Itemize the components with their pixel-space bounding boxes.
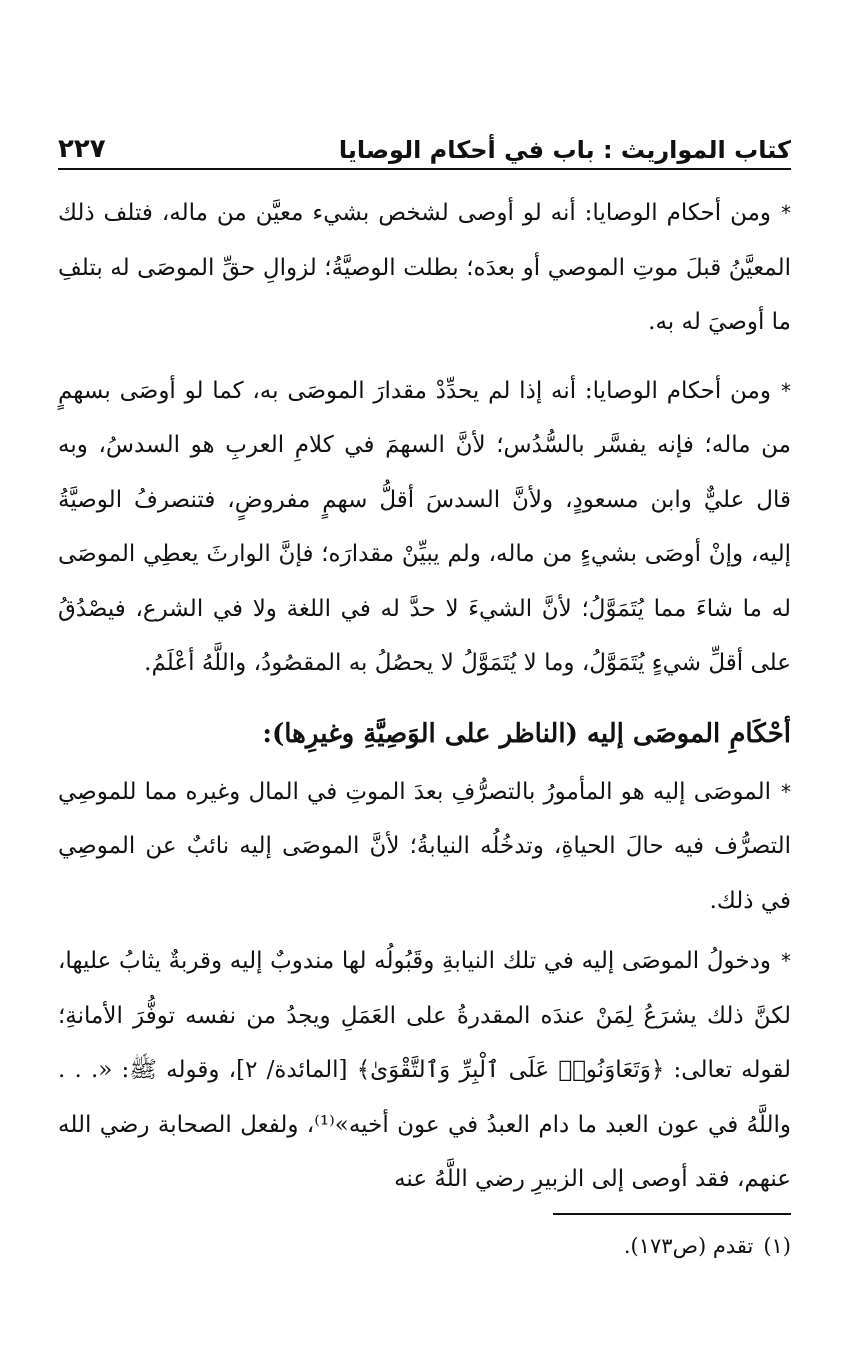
asterisk-bullet-icon: *: [781, 201, 791, 225]
footnote-text: تقدم (ص١٧٣).: [623, 1234, 754, 1258]
paragraph-text: ودخولُ الموصَى إليه في تلك النيابةِ وقَبُولُه لها مندوبٌ إليه وقربةٌ يثابُ عليها، لكنَّ ذلك يشرَعُ لِمَنْ عندَه المقدرةُ على العَمَلِ ويجدُ من نفسه توفُّرَ الأمانةِ؛ لقوله تعالى: ﴿وَتَعَاوَنُوا۟ عَلَى ٱلْبِرِّ وَٱلتَّقْوَىٰ﴾ [المائدة/ ٢]، وقوله ﷺ: «. . . واللَّهُ في عون العبد ما دام العبدُ في عون أخيه»⁽¹⁾، ولفعل الصحابة رضي الله عنهم، فقد أوصى إلى الزبيرِ رضي اللَّهُ عنه: [58, 948, 792, 1192]
footnote-marker: (١): [763, 1234, 791, 1258]
asterisk-bullet-icon: *: [781, 949, 791, 973]
running-title: كتاب المواريث : باب في أحكام الوصايا: [338, 136, 791, 164]
asterisk-bullet-icon: *: [781, 779, 791, 804]
paragraph-text: الموصَى إليه هو المأمورُ بالتصرُّفِ بعدَ الموتِ في المال وغيره مما للموصِي التصرُّف فيه حالَ الحياةِ، وتدخُلُه النيابةُ؛ لأنَّ الموصَى إليه نائبٌ عن الموصِي في ذلك.: [58, 778, 791, 914]
paragraph-text: ومن أحكام الوصايا: أنه إذا لم يحدِّدْ مقدارَ الموصَى به، كما لو أوصَى بسهمٍ من ماله؛ فإنه يفسَّر بالسُّدُس؛ لأنَّ السهمَ في كلامِ العربِ هو السدسُ، وبه قال عليٌّ وابن مسعودٍ، ولأنَّ السدسَ أقلُّ سهمٍ مفروضٍ، فتنصرفُ الوصيَّةُ إليه، وإنْ أوصَى بشيءٍ من ماله، ولم يبيِّنْ مقدارَه؛ فإنَّ الوارثَ يعطِي الموصَى له ما شاءَ مما يُتَمَوَّلُ؛ لأنَّ الشيءَ لا حدَّ له في اللغة ولا في الشرع، فيصْدُقُ على أقلِّ شيءٍ يُتَمَوَّلُ، وما لا يُتَمَوَّلُ لا يحصُلُ به المقصُودُ، واللَّهُ أعْلَمُ.: [58, 377, 791, 676]
paragraph-tlaf-al-muayyan: [58, 186, 791, 350]
section-heading: أحْكَامِ الموصَى إليه (الناظر على الوَصِيَّةِ وغيرِها):: [262, 718, 791, 749]
paragraph-miqdar-al-musa-bihi: [58, 364, 791, 691]
footnote: [58, 1226, 791, 1266]
running-head: [58, 124, 791, 170]
paragraph-dukhul-fi-al-niyaba: [58, 934, 791, 1207]
paragraph-musa-ilayhi-definition: [58, 765, 791, 929]
main-text: [58, 186, 791, 1221]
asterisk-bullet-icon: *: [781, 378, 791, 403]
page-number: ٢٢٧: [58, 134, 106, 164]
paragraph-text: ومن أحكام الوصايا: أنه لو أوصى لشخص بشيء معيَّن من ماله، فتلف ذلك المعيَّنُ قبلَ موتِ الموصي أو بعدَه؛ بطلت الوصيَّةُ؛ لزوالِ حقِّ الموصَى له بتلفِ ما أوصيَ له به.: [58, 200, 791, 335]
footnote-divider: [553, 1213, 791, 1215]
